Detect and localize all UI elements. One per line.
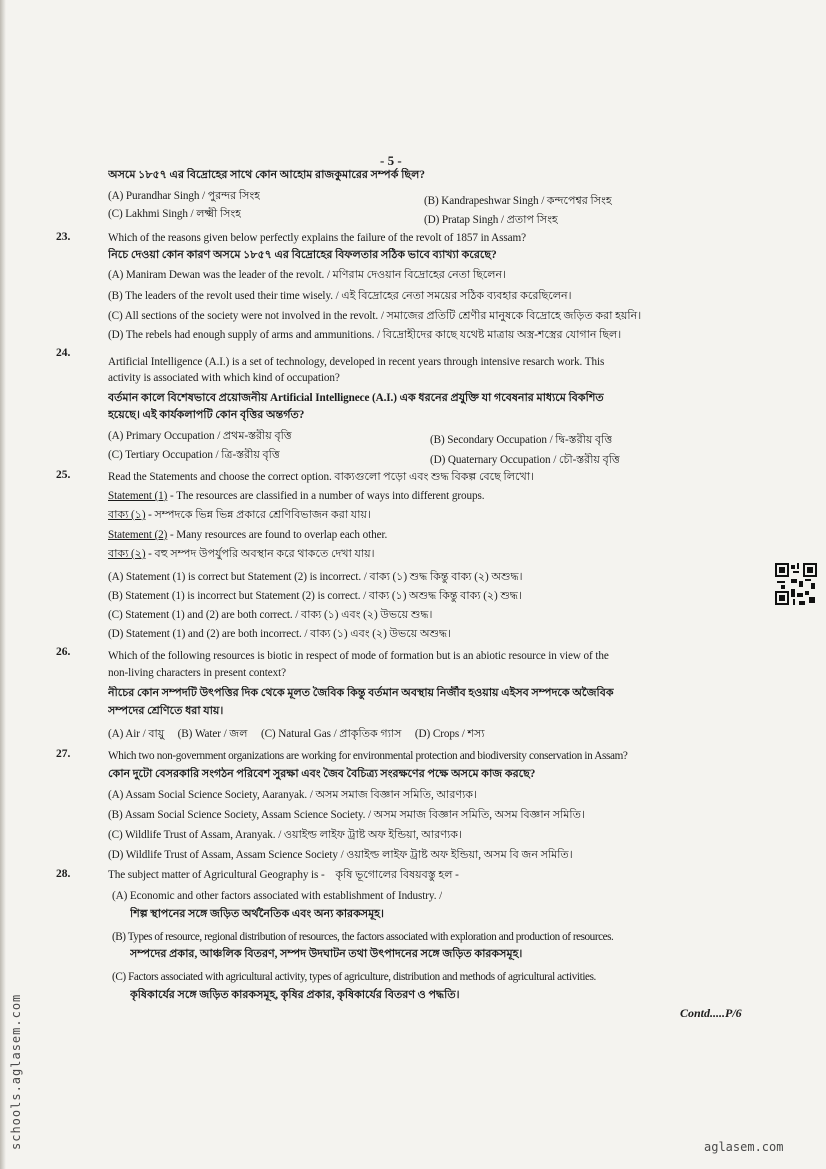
q26-stem-en-2: non-living characters in present context? bbox=[108, 667, 286, 679]
q24-option-c: (C) Tertiary Occupation / ত্রি-স্তরীয় বৃত্তি bbox=[108, 449, 280, 461]
q26-stem-bn-2: সম্পদের শ্রেণিতে ধরা যায়। bbox=[108, 705, 224, 717]
qr-code-icon bbox=[775, 563, 817, 605]
q27-option-b: (B) Assam Social Science Society, Assam Science Society. / অসম সমাজ বিজ্ঞান সমিতি, অসম বিজ্ঞান সমিতি। bbox=[108, 809, 585, 821]
watermark-left: schools.aglasem.com bbox=[9, 993, 23, 1150]
q27-stem-en: Which two non-government organizations are working for environmental protection and biodiversity conservation in Assam? bbox=[108, 750, 628, 762]
q22-stem: অসমে ১৮৫৭ এর বিদ্রোহের সাথে কোন আহোম রাজকুমারের সম্পর্ক ছিল? bbox=[108, 169, 425, 181]
q28-option-c-en: (C) Factors associated with agricultural activity, types of agriculture, distribution and methods of agricultural activities. bbox=[112, 971, 596, 983]
q25-statement-2-label: Statement (2) bbox=[108, 529, 168, 541]
q25-option-d: (D) Statement (1) and (2) are both incorrect. / বাক্য (১) এবং (২) উভয়ে অশুদ্ধ। bbox=[108, 628, 452, 640]
q28-option-c-bn: কৃষিকার্যের সঙ্গে জড়িত কারকসমূহ, কৃষির প্রকার, কৃষিকার্যের বিতরণ ও পদ্ধতি। bbox=[130, 989, 460, 1001]
q23-option-a: (A) Maniram Dewan was the leader of the revolt. / মণিরাম দেওয়ান বিদ্রোহের নেতা ছিলেন। bbox=[108, 269, 506, 281]
q25-statement-2-text: - Many resources are found to overlap each other. bbox=[167, 529, 388, 541]
q27-number: 27. bbox=[56, 748, 71, 760]
q24-number: 24. bbox=[56, 347, 71, 359]
q25-statement-2 bbox=[108, 528, 387, 542]
q28-option-a-bn: শিল্প স্থাপনের সঙ্গে জড়িত অর্থনৈতিক এবং অন্য কারকসমূহ। bbox=[130, 908, 384, 920]
q25-statement-1-bn bbox=[108, 508, 371, 522]
q25-statement-2-bn bbox=[108, 547, 374, 561]
q25-statement-2-bn-label: বাক্য (২) bbox=[108, 548, 146, 560]
page-edge-shadow bbox=[0, 0, 6, 1169]
q27-stem-bn: কোন দুটো বেসরকারি সংগঠন পরিবেশ সুরক্ষা এবং জৈব বৈচিত্র্য সংরক্ষণের পক্ষে অসমে কাজ করছে? bbox=[108, 768, 536, 780]
q27-option-d: (D) Wildlife Trust of Assam, Assam Science Society / ওয়াইল্ড লাইফ ট্রাষ্ট অফ ইন্ডিয়া, অসম বি জন সমিতি। bbox=[108, 849, 573, 861]
watermark-right: aglasem.com bbox=[704, 1140, 784, 1154]
q25-number: 25. bbox=[56, 469, 71, 481]
q23-option-d: (D) The rebels had enough supply of arms and ammunitions. / বিদ্রোহীদের কাছে যথেষ্ট মাত্রায় অস্ত্র-শস্ত্রের যোগান ছিল। bbox=[108, 329, 622, 341]
q24-stem-en-2: activity is associated with which kind of occupation? bbox=[108, 372, 340, 384]
q24-stem-bn-2: হয়েছে। এই কার্যকলাপটি কোন বৃত্তির অন্তর্গত? bbox=[108, 409, 305, 421]
q25-stem: Read the Statements and choose the correct option. বাক্যগুলো পড়ো এবং শুদ্ধ বিকল্প বেছে লিখো। bbox=[108, 471, 534, 483]
q25-option-c: (C) Statement (1) and (2) are both correct. / বাক্য (১) এবং (২) উভয়ে শুদ্ধ। bbox=[108, 609, 433, 621]
q26-stem-bn-1: নীচের কোন সম্পদটি উৎপত্তির দিক থেকে মূলত জৈবিক কিন্তু বর্তমান অবস্থায় নির্জীব হওয়ায় এইসব সম্পদকে অজৈবিক bbox=[108, 687, 614, 699]
q24-stem-bn-1: বর্তমান কালে বিশেষভাবে প্রয়োজনীয় Artificial Intellignece (A.I.) এক ধরনের প্রযুক্তি যা গবেষনার মাধ্যমে বিকশিত bbox=[108, 392, 604, 404]
q24-option-a: (A) Primary Occupation / প্রথম-স্তরীয় বৃত্তি bbox=[108, 430, 292, 442]
q25-option-a: (A) Statement (1) is correct but Statement (2) is incorrect. / বাক্য (১) শুদ্ধ কিন্তু বাক্য (২) অশুদ্ধ। bbox=[108, 571, 523, 583]
q25-statement-1-bn-label: বাক্য (১) bbox=[108, 509, 146, 521]
q25-statement-2-bn-text: - বহু সম্পদ উপর্যুপরি অবস্থান করে থাকতে দেখা যায়। bbox=[145, 548, 375, 560]
q26-number: 26. bbox=[56, 646, 71, 658]
q25-statement-1-label: Statement (1) bbox=[108, 490, 168, 502]
q23-option-c: (C) All sections of the society were not involved in the revolt. / সমাজের প্রতিটি শ্রেণীর মানুষকে বিদ্রোহে জড়িত করা হয়নি। bbox=[108, 310, 642, 322]
q26-stem-en-1: Which of the following resources is biotic in respect of mode of formation but is an abiotic resource in view of the bbox=[108, 650, 609, 662]
q26-options: (A) Air / বায়ু (B) Water / জল (C) Natural Gas / প্রাকৃতিক গ্যাস (D) Crops / শস্য bbox=[108, 728, 485, 740]
continued-note: Contd.....P/6 bbox=[680, 1006, 742, 1020]
q25-option-b: (B) Statement (1) is incorrect but Statement (2) is correct. / বাক্য (১) অশুদ্ধ কিন্তু বাক্য (২) শুদ্ধ। bbox=[108, 590, 522, 602]
q24-stem-en-1: Artificial Intelligence (A.I.) is a set of technology, developed in recent years through intensive resarch work. This bbox=[108, 356, 605, 368]
q28-stem: The subject matter of Agricultural Geography is - কৃষি ভূগোলের বিষয়বস্তু হল - bbox=[108, 869, 459, 881]
q23-stem-bn: নিচে দেওয়া কোন কারণ অসমে ১৮৫৭ এর বিদ্রোহের বিফলতার সঠিক ভাবে ব্যাখ্যা করেছে? bbox=[108, 249, 497, 261]
q22-option-c: (C) Lakhmi Singh / লক্ষ্মী সিংহ bbox=[108, 208, 242, 220]
q24-option-b: (B) Secondary Occupation / দ্বি-স্তরীয় বৃত্তি bbox=[430, 434, 613, 446]
page-number: - 5 - bbox=[380, 153, 402, 168]
q22-option-b: (B) Kandrapeshwar Singh / কন্দপেশ্বর সিংহ bbox=[424, 195, 612, 207]
q23-stem-en: Which of the reasons given below perfectly explains the failure of the revolt of 1857 in Assam? bbox=[108, 232, 526, 244]
q22-option-d: (D) Pratap Singh / প্রতাপ সিংহ bbox=[424, 214, 558, 226]
q25-statement-1-bn-text: - সম্পদকে ভিন্ন ভিন্ন প্রকারে শ্রেণিবিভাজন করা যায়। bbox=[145, 509, 371, 521]
q23-number: 23. bbox=[56, 231, 71, 243]
q24-option-d: (D) Quaternary Occupation / চৌ-স্তরীয় বৃত্তি bbox=[430, 454, 620, 466]
q28-number: 28. bbox=[56, 868, 71, 880]
q28-option-a-en: (A) Economic and other factors associated with establishment of Industry. / bbox=[112, 890, 443, 902]
q28-option-b-en: (B) Types of resource, regional distribution of resources, the factors associated with exploration and production of resources. bbox=[112, 931, 614, 943]
q25-statement-1 bbox=[108, 489, 484, 503]
q25-statement-1-text: - The resources are classified in a number of ways into different groups. bbox=[167, 490, 485, 502]
q23-option-b: (B) The leaders of the revolt used their time wisely. / এই বিদ্রোহের নেতা সময়ের সঠিক ব্যবহার করেছিলেন। bbox=[108, 290, 572, 302]
q22-option-a: (A) Purandhar Singh / পুরন্দর সিংহ bbox=[108, 190, 260, 202]
q28-option-b-bn: সম্পদের প্রকার, আঞ্চলিক বিতরণ, সম্পদ উদঘাটন তথা উৎপাদনের সঙ্গে জড়িত কারকসমূহ। bbox=[130, 948, 523, 960]
q27-option-a: (A) Assam Social Science Society, Aaranyak. / অসম সমাজ বিজ্ঞান সমিতি, আরণ্যক। bbox=[108, 789, 477, 801]
q27-option-c: (C) Wildlife Trust of Assam, Aranyak. / ওয়াইল্ড লাইফ ট্রাষ্ট অফ ইন্ডিয়া, আরণ্যক। bbox=[108, 829, 462, 841]
